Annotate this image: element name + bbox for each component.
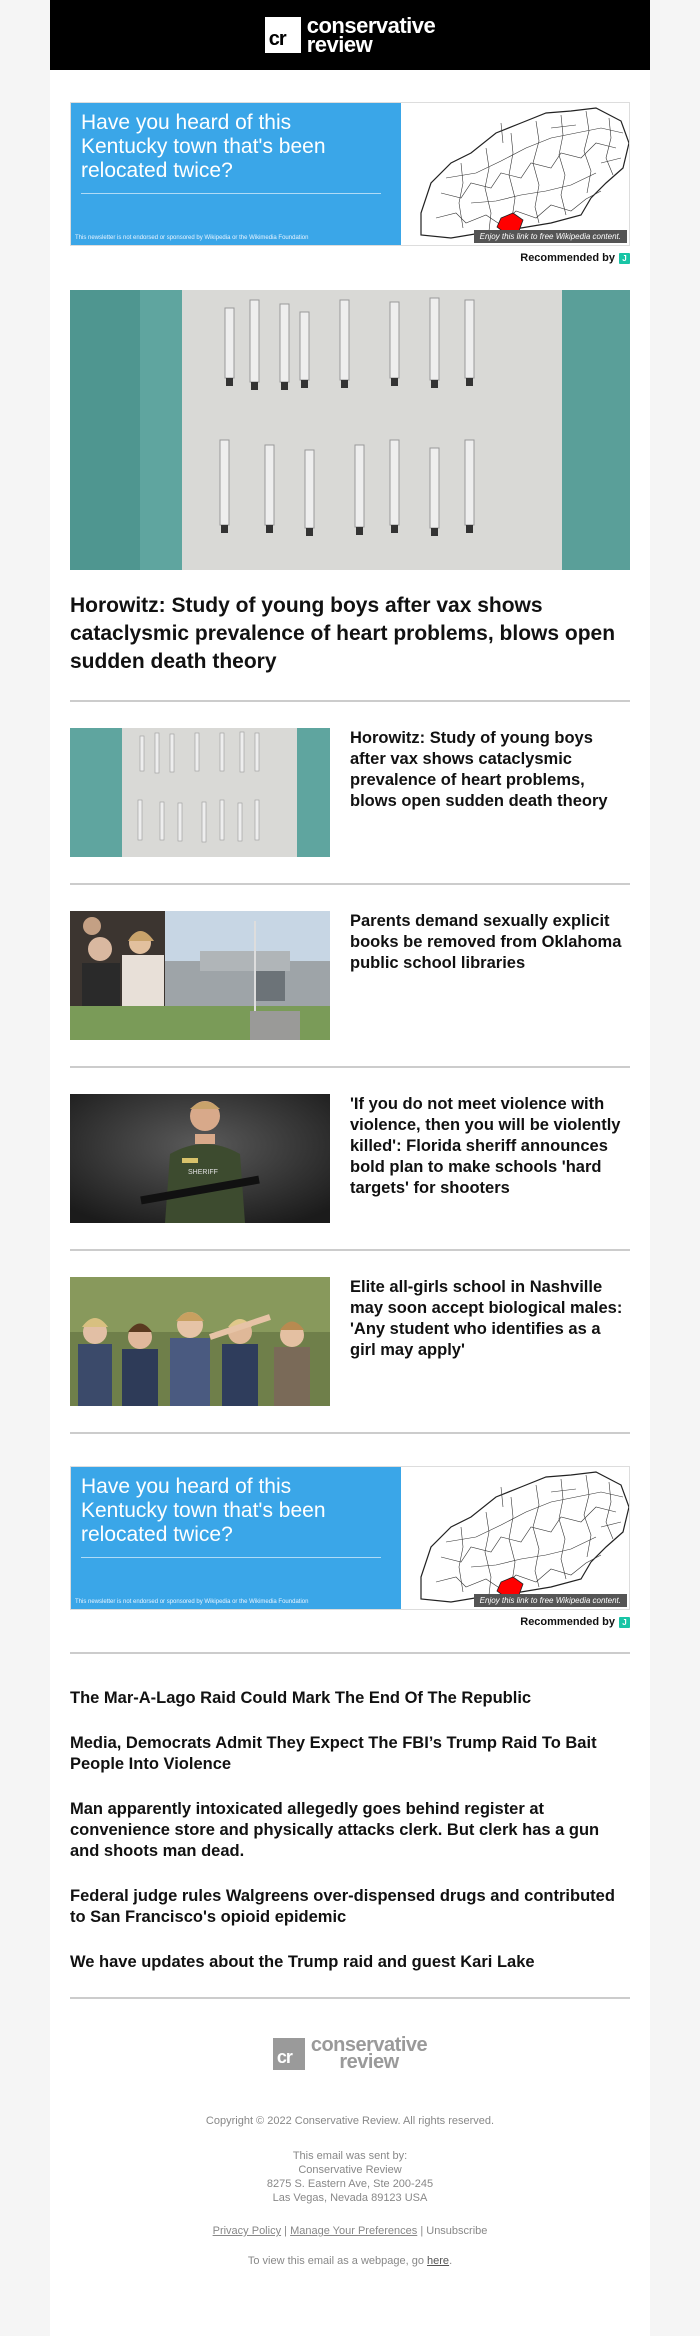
- footer-links: [70, 2225, 630, 2237]
- hero-headline[interactable]: Horowitz: Study of young boys after vax shows cataclysmic prevalence of heart problems, blows open sudden death theory: [70, 594, 616, 673]
- ad-map-panel: [401, 1467, 629, 1609]
- logo-text: [306, 13, 436, 57]
- divider: [70, 1432, 630, 1434]
- story-image[interactable]: [70, 911, 330, 1040]
- hero-image[interactable]: [70, 290, 630, 570]
- recommended-by-label: Recommended by: [520, 252, 615, 264]
- ad-divider: [81, 193, 381, 194]
- ad-text-panel: [71, 1467, 401, 1609]
- jeeng-icon: J: [619, 253, 630, 264]
- sender-info: [70, 2149, 630, 2205]
- ad-headline: Have you heard of this Kentucky town that's been relocated twice?: [81, 111, 326, 182]
- ad-text-panel: [71, 103, 401, 245]
- copyright: Copyright © 2022 Conservative Review. All rights reserved.: [205, 2115, 495, 2127]
- webpage-suffix: .: [449, 2255, 453, 2267]
- email-header: [50, 0, 650, 70]
- story-headline[interactable]: Elite all-girls school in Nashville may soon accept biological males: 'Any student who identifies as a girl may apply': [350, 1278, 623, 1359]
- cheering-girls-image: [70, 1277, 330, 1406]
- link-separator: |: [420, 2225, 424, 2237]
- webpage-link[interactable]: here: [427, 2255, 450, 2267]
- privacy-policy-link[interactable]: Privacy Policy: [212, 2225, 282, 2237]
- logo-text-line1: conservative: [310, 2034, 428, 2056]
- sponsored-ad: [70, 1466, 630, 1630]
- headline-link[interactable]: The Mar-A-Lago Raid Could Mark The End Of The Republic: [70, 1689, 532, 1707]
- sender-org: Conservative Review: [298, 2164, 402, 2176]
- headline-links: [70, 1654, 630, 1973]
- syringes-image: [70, 290, 630, 570]
- webpage-prefix: To view this email as a webpage, go: [247, 2255, 424, 2267]
- story-item[interactable]: [70, 885, 630, 1066]
- ad-headline: Have you heard of this Kentucky town that's been relocated twice?: [81, 1475, 326, 1546]
- ad-caption: Enjoy this link to free Wikipedia content.: [474, 1594, 627, 1607]
- ad-banner[interactable]: [70, 1466, 630, 1610]
- ad-banner[interactable]: [70, 102, 630, 246]
- sender-address-line2: Las Vegas, Nevada 89123 USA: [272, 2192, 428, 2204]
- link-separator: |: [284, 2225, 287, 2237]
- syringes-image: [70, 728, 330, 857]
- logo-text-line2: review: [339, 2051, 399, 2073]
- footer-logo[interactable]: [70, 2034, 630, 2073]
- story-item[interactable]: [70, 702, 630, 883]
- headline-link[interactable]: Federal judge rules Walgreens over-dispensed drugs and contributed to San Francisco's opioid epidemic: [70, 1887, 615, 1926]
- story-image[interactable]: [70, 728, 330, 857]
- recommended-by[interactable]: [70, 1614, 630, 1630]
- story-item[interactable]: [70, 1251, 630, 1432]
- uniform-text: SHERIFF: [188, 1169, 218, 1176]
- sheriff-image: [70, 1094, 330, 1223]
- logo-mark: cr: [273, 2038, 305, 2070]
- jeeng-icon: J: [619, 1617, 630, 1628]
- school-board-image: [70, 911, 330, 1040]
- email-footer: [70, 2034, 630, 2267]
- kentucky-map-image: [401, 1467, 630, 1609]
- story-image[interactable]: [70, 1094, 330, 1223]
- sent-by-label: This email was sent by:: [292, 2150, 408, 2162]
- recommended-by-label: Recommended by: [520, 1616, 615, 1628]
- logo-text: [310, 2034, 428, 2073]
- ad-disclaimer: This newsletter is not endorsed or sponsored by Wikipedia or the Wikimedia Foundation: [75, 1599, 309, 1605]
- story-headline[interactable]: 'If you do not meet violence with violence, then you will be violently killed': Florida sheriff announces bold plan to make schools 'hard targets' for shooters: [350, 1095, 621, 1197]
- view-as-webpage: [70, 2255, 630, 2267]
- brand-logo[interactable]: [265, 13, 436, 57]
- manage-preferences-link[interactable]: Manage Your Preferences: [290, 2225, 418, 2237]
- sender-address-line1: 8275 S. Eastern Ave, Ste 200-245: [266, 2178, 434, 2190]
- story-headline[interactable]: Parents demand sexually explicit books be removed from Oklahoma public school libraries: [350, 912, 622, 972]
- divider: [70, 1997, 630, 1999]
- story-item[interactable]: [70, 1068, 630, 1249]
- ad-caption: Enjoy this link to free Wikipedia content.: [474, 230, 627, 243]
- story-headline[interactable]: Horowitz: Study of young boys after vax shows cataclysmic prevalence of heart problems, blows open sudden death theory: [350, 729, 608, 810]
- headline-link[interactable]: We have updates about the Trump raid and guest Kari Lake: [70, 1953, 535, 1971]
- headline-link[interactable]: Man apparently intoxicated allegedly goes behind register at convenience store and physically attacks clerk. But clerk has a gun and shoots man dead.: [70, 1800, 600, 1860]
- email-body: [50, 0, 650, 2336]
- unsubscribe-link[interactable]: Unsubscribe: [426, 2225, 488, 2237]
- kentucky-map-image: [401, 103, 630, 245]
- ad-map-panel: [401, 103, 629, 245]
- sponsored-ad: [70, 102, 630, 266]
- logo-mark: cr: [265, 17, 301, 53]
- story-image[interactable]: [70, 1277, 330, 1406]
- recommended-by[interactable]: [70, 250, 630, 266]
- ad-divider: [81, 1557, 381, 1558]
- headline-link[interactable]: Media, Democrats Admit They Expect The FBI’s Trump Raid To Bait People Into Violence: [70, 1734, 597, 1773]
- ad-disclaimer: This newsletter is not endorsed or sponsored by Wikipedia or the Wikimedia Foundation: [75, 235, 309, 241]
- logo-text-line2: review: [306, 32, 373, 57]
- logo-text-line1: conservative: [306, 13, 436, 38]
